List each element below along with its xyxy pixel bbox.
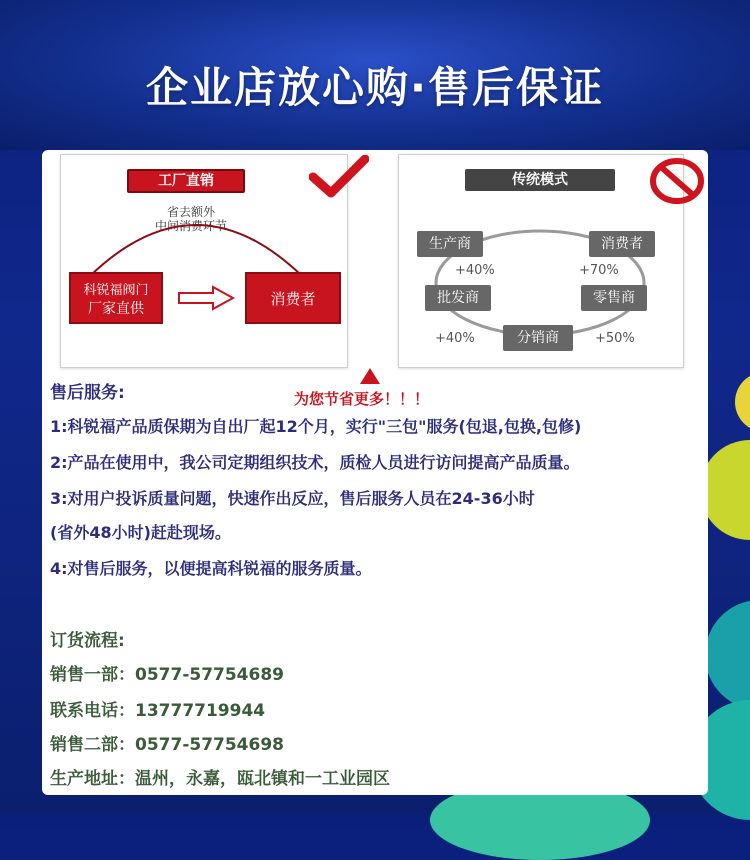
- node-retailer: 零售商: [581, 285, 647, 311]
- factory-consumer-box: 消费者: [245, 272, 341, 324]
- factory-direct-panel: [60, 154, 348, 368]
- sales-dept-2: [50, 730, 284, 755]
- service-item-2: 2:产品在使用中，我公司定期组织技术，质检人员进行访问提高产品质量。: [50, 453, 580, 472]
- percent-retailer-consumer: +70%: [579, 263, 619, 278]
- service-item-3b: (省外48小时)赶赴现场。: [50, 523, 231, 542]
- node-consumer: 消费者: [589, 231, 655, 257]
- saving-note-line2: 中间消费环节: [154, 219, 227, 233]
- saving-note-line1: 省去额外: [166, 205, 215, 219]
- factory-source-line1: 科锐福阀门: [83, 282, 149, 298]
- factory-direct-label: 工厂直销: [127, 169, 245, 193]
- node-distributor: 分销商: [503, 325, 573, 351]
- decor-circle-yellow: [735, 372, 750, 432]
- traditional-mode-label: 传统模式: [465, 169, 615, 191]
- sales-dept-1: [50, 660, 284, 685]
- percent-wholesaler-distributor: +40%: [435, 331, 475, 346]
- factory-address: 温州，永嘉，瓯北镇和一工业园区: [135, 769, 390, 789]
- factory-address-row: [50, 764, 390, 789]
- percent-producer-wholesaler: +40%: [455, 263, 495, 278]
- contact-phone-number[interactable]: 13777719944: [135, 701, 266, 721]
- decor-circle-teal: [705, 600, 750, 710]
- arc-line: [61, 155, 347, 367]
- percent-distributor-retailer: +50%: [595, 331, 635, 346]
- traditional-mode-panel: [398, 154, 684, 368]
- sales-dept-1-label: 销售一部：: [50, 665, 135, 685]
- node-producer: 生产商: [417, 231, 483, 257]
- factory-source-line2: 厂家直供: [88, 300, 144, 317]
- service-item-1: 1:科锐福产品质保期为自出厂起12个月，实行"三包"服务(包退,包换,包修): [50, 417, 582, 436]
- content-card: [42, 150, 708, 795]
- arrow-right-icon: [177, 285, 235, 311]
- sales-dept-2-label: 销售二部：: [50, 735, 135, 755]
- sales-dept-1-phone[interactable]: 0577-57754689: [135, 665, 284, 685]
- up-arrow-icon: [360, 368, 380, 384]
- service-heading: 售后服务:: [50, 383, 125, 403]
- order-heading: 订货流程:: [50, 631, 125, 651]
- header-banner: [0, 0, 750, 150]
- contact-phone-row: [50, 696, 265, 721]
- node-wholesaler: 批发商: [425, 285, 491, 311]
- sales-dept-2-phone[interactable]: 0577-57754698: [135, 735, 284, 755]
- page-title: 企业店放心购·售后保证: [146, 63, 604, 112]
- savings-slogan: 为您节省更多！！！: [294, 390, 430, 408]
- service-item-3a: 3:对用户投诉质量问题，快速作出反应，售后服务人员在24-36小时: [50, 489, 535, 508]
- contact-phone-label: 联系电话：: [50, 701, 135, 721]
- factory-address-label: 生产地址：: [50, 769, 135, 789]
- factory-source-box: [69, 272, 163, 324]
- service-item-4: 4:对售后服务，以便提高科锐福的服务质量。: [50, 559, 372, 578]
